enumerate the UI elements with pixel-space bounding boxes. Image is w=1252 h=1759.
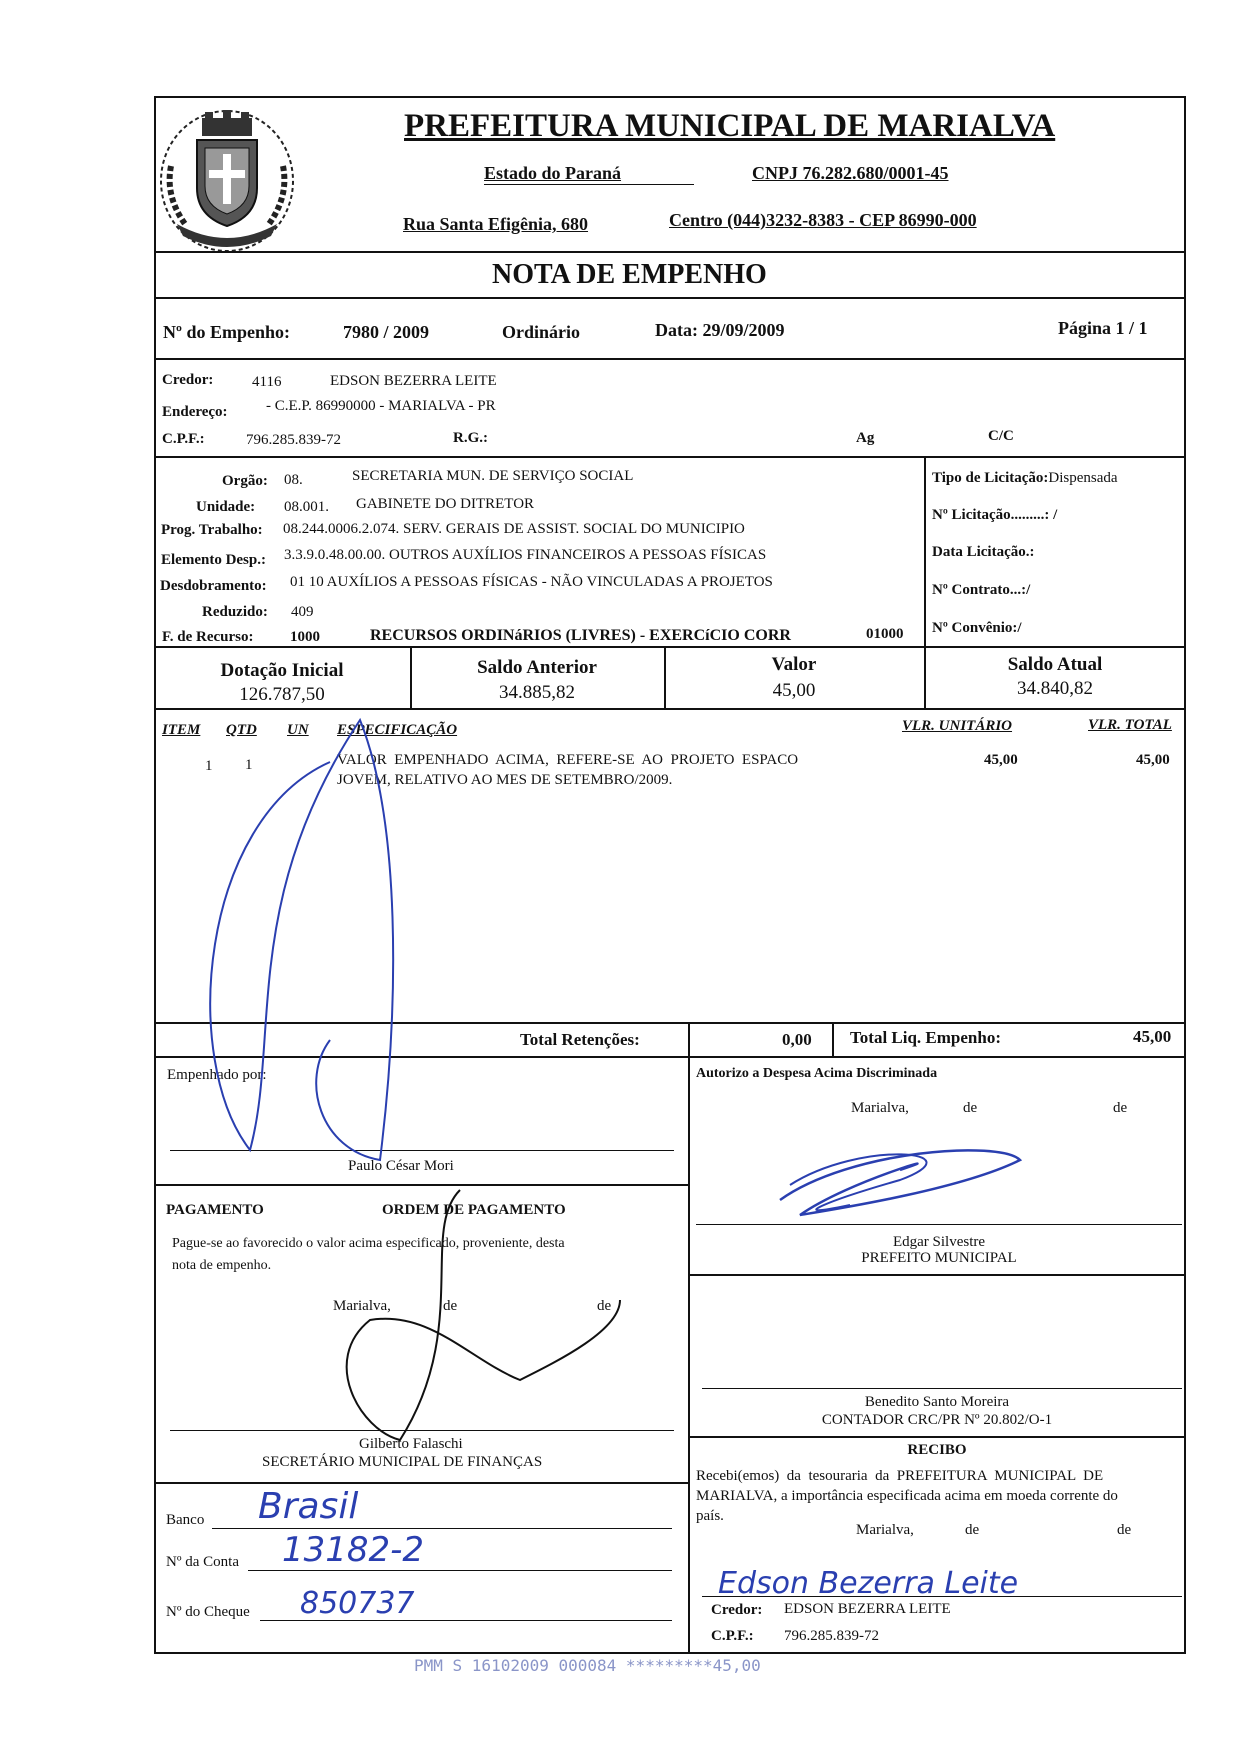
item-unit-value: 45,00 bbox=[984, 752, 1018, 768]
unidade-code: 08.001. bbox=[284, 499, 329, 515]
empenho-type: Ordinário bbox=[502, 322, 581, 342]
item-desc-line1: VALOR EMPENHADO ACIMA, REFERE-SE AO PROJETO ESPACO bbox=[337, 752, 799, 768]
ag-label: Ag bbox=[856, 430, 875, 446]
secretario-signature bbox=[347, 1190, 620, 1440]
prefeito-name: Edgar Silvestre bbox=[892, 1234, 986, 1250]
state-label: Estado do Paraná bbox=[484, 163, 622, 183]
cpf-value: 796.285.839-72 bbox=[246, 432, 341, 448]
saldo-anterior-label: Saldo Anterior bbox=[477, 657, 597, 678]
item-qtd: 1 bbox=[245, 757, 253, 773]
prefeito-signature bbox=[780, 1150, 1020, 1215]
total-liq-value: 45,00 bbox=[1133, 1027, 1172, 1046]
recibo-cpf-label: C.P.F.: bbox=[711, 1628, 754, 1644]
credor-code: 4116 bbox=[252, 374, 282, 390]
payment-stamp: PMM S 16102009 000084 *********45,00 bbox=[414, 1656, 761, 1675]
banco-label: Banco bbox=[166, 1512, 205, 1528]
credor-name: EDSON BEZERRA LEITE bbox=[330, 373, 497, 389]
page-number: Página 1 / 1 bbox=[1058, 318, 1148, 338]
item-total-value: 45,00 bbox=[1136, 752, 1170, 768]
contador-role: CONTADOR CRC/PR Nº 20.802/O-1 bbox=[821, 1412, 1053, 1428]
recurso-code: 1000 bbox=[290, 629, 320, 645]
col-header-qtd: QTD bbox=[226, 722, 257, 738]
item-desc-line2: JOVEM, RELATIVO AO MES DE SETEMBRO/2009. bbox=[337, 772, 673, 788]
pagamento-city: Marialva, bbox=[333, 1298, 391, 1314]
cheque-value: 850737 bbox=[300, 1586, 415, 1621]
conta-value: 13182-2 bbox=[282, 1530, 425, 1570]
prefeito-role: PREFEITO MUNICIPAL bbox=[861, 1250, 1017, 1266]
saldo-anterior-value: 34.885,82 bbox=[499, 682, 575, 703]
recibo-cpf-value: 796.285.839-72 bbox=[784, 1628, 879, 1644]
total-liq-label: Total Liq. Empenho: bbox=[850, 1028, 1001, 1047]
prog-trabalho-value: 08.244.0006.2.074. SERV. GERAIS DE ASSIST. SOCIAL DO MUNICIPIO bbox=[283, 521, 745, 537]
recibo-title: RECIBO bbox=[907, 1442, 967, 1458]
recibo-de1: de bbox=[965, 1522, 980, 1538]
dotacao-inicial-label: Dotação Inicial bbox=[220, 660, 344, 681]
autorizo-de1: de bbox=[963, 1100, 978, 1116]
orgao-name: SECRETARIA MUN. DE SERVIÇO SOCIAL bbox=[352, 468, 634, 484]
elemento-desp-value: 3.3.9.0.48.00.00. OUTROS AUXÍLIOS FINANCEIROS A PESSOAS FÍSICAS bbox=[284, 547, 767, 563]
recurso-name: RECURSOS ORDINáRIOS (LIVRES) - EXERCíCIO CORR bbox=[370, 627, 791, 644]
rubric-signature bbox=[210, 720, 393, 1160]
saldo-atual-value: 34.840,82 bbox=[1017, 678, 1093, 699]
recibo-text-line2: MARIALVA, a importância especificada acima em moeda corrente do bbox=[696, 1488, 1118, 1504]
col-header-item: ITEM bbox=[162, 722, 201, 738]
pagamento-de1: de bbox=[443, 1298, 458, 1314]
credor-label: Credor: bbox=[162, 372, 214, 388]
recibo-credor-label: Credor: bbox=[711, 1602, 763, 1618]
col-header-un: UN bbox=[287, 722, 309, 738]
data-licitacao: Data Licitação.: bbox=[932, 544, 1035, 560]
endereco-label: Endereço: bbox=[162, 404, 228, 420]
cc-label: C/C bbox=[988, 428, 1014, 444]
pagamento-title: PAGAMENTO bbox=[166, 1202, 264, 1218]
recibo-credor-value: EDSON BEZERRA LEITE bbox=[784, 1601, 951, 1617]
recurso-number: 01000 bbox=[866, 626, 904, 642]
desdobramento-label: Desdobramento: bbox=[160, 578, 267, 594]
num-licitacao: Nº Licitação.........: / bbox=[932, 507, 1058, 523]
elemento-desp-label: Elemento Desp.: bbox=[161, 552, 266, 568]
recurso-label: F. de Recurso: bbox=[162, 629, 254, 645]
pagamento-de2: de bbox=[597, 1298, 612, 1314]
autorizo-city: Marialva, bbox=[851, 1100, 909, 1116]
autorizo-title: Autorizo a Despesa Acima Discriminada bbox=[696, 1066, 938, 1081]
rg-label: R.G.: bbox=[453, 430, 488, 446]
item-number: 1 bbox=[205, 758, 213, 774]
desdobramento-value: 01 10 AUXÍLIOS A PESSOAS FÍSICAS - NÃO VINCULADAS A PROJETOS bbox=[290, 574, 773, 590]
doc-title: NOTA DE EMPENHO bbox=[492, 259, 767, 290]
banco-value: Brasil bbox=[258, 1486, 359, 1527]
unidade-name: GABINETE DO DITRETOR bbox=[356, 496, 535, 512]
tipo-licitacao-value: Dispensada bbox=[1048, 470, 1118, 486]
cheque-label: Nº do Cheque bbox=[166, 1604, 250, 1620]
recibo-text-line1: Recebi(emos) da tesouraria da PREFEITURA MUNICIPAL DE bbox=[696, 1468, 1104, 1484]
recibo-de2: de bbox=[1117, 1522, 1132, 1538]
valor-label: Valor bbox=[771, 654, 817, 675]
empenho-number-value: 7980 / 2009 bbox=[343, 322, 430, 342]
cpf-label: C.P.F.: bbox=[162, 431, 205, 447]
recibo-text-line3: país. bbox=[696, 1508, 724, 1524]
tipo-licitacao-label: Tipo de Licitação: bbox=[932, 470, 1049, 486]
orgao-code: 08. bbox=[284, 472, 303, 488]
conta-label: Nº da Conta bbox=[166, 1554, 239, 1570]
prefeitura-title: PREFEITURA MUNICIPAL DE MARIALVA bbox=[404, 108, 1056, 144]
pagamento-text-line2: nota de empenho. bbox=[172, 1258, 272, 1273]
recibo-city: Marialva, bbox=[856, 1522, 914, 1538]
empenho-number-label: Nº do Empenho: bbox=[163, 322, 290, 342]
empenho-date: Data: 29/09/2009 bbox=[655, 320, 785, 340]
total-retencoes-value: 0,00 bbox=[782, 1030, 812, 1049]
col-header-vlr-unitario: VLR. UNITÁRIO bbox=[902, 718, 1013, 734]
empenhado-por-label: Empenhado por: bbox=[167, 1067, 267, 1083]
reduzido-value: 409 bbox=[291, 604, 314, 620]
unidade-label: Unidade: bbox=[196, 499, 256, 515]
secretario-role: SECRETÁRIO MUNICIPAL DE FINANÇAS bbox=[262, 1454, 543, 1470]
pagamento-text-line1: Pague-se ao favorecido o valor acima especificado, proveniente, desta bbox=[172, 1236, 565, 1251]
secretario-name: Gilberto Falaschi bbox=[359, 1436, 463, 1452]
dotacao-inicial-value: 126.787,50 bbox=[239, 684, 325, 705]
autorizo-de2: de bbox=[1113, 1100, 1128, 1116]
saldo-atual-label: Saldo Atual bbox=[1007, 654, 1103, 675]
empenhado-por-name: Paulo César Mori bbox=[348, 1158, 454, 1174]
num-contrato: Nº Contrato...:/ bbox=[932, 582, 1031, 598]
prog-trabalho-label: Prog. Trabalho: bbox=[161, 522, 263, 538]
col-header-especificacao: ESPECIFICAÇÃO bbox=[337, 722, 458, 738]
reduzido-label: Reduzido: bbox=[202, 604, 268, 620]
num-convenio: Nº Convênio:/ bbox=[932, 620, 1022, 636]
total-retencoes-label: Total Retenções: bbox=[520, 1030, 640, 1049]
cnpj-label: CNPJ 76.282.680/0001-45 bbox=[752, 163, 949, 183]
contact-label: Centro (044)3232-8383 - CEP 86990-000 bbox=[669, 210, 977, 230]
contador-name: Benedito Santo Moreira bbox=[864, 1394, 1010, 1410]
ordem-pagamento-title: ORDEM DE PAGAMENTO bbox=[382, 1202, 566, 1218]
orgao-label: Orgão: bbox=[222, 473, 268, 489]
address-label: Rua Santa Efigênia, 680 bbox=[403, 214, 589, 234]
valor-value: 45,00 bbox=[772, 680, 816, 701]
endereco-value: - C.E.P. 86990000 - MARIALVA - PR bbox=[266, 398, 496, 414]
col-header-vlr-total: VLR. TOTAL bbox=[1088, 717, 1172, 733]
credor-signature: Edson Bezerra Leite bbox=[718, 1566, 1019, 1601]
